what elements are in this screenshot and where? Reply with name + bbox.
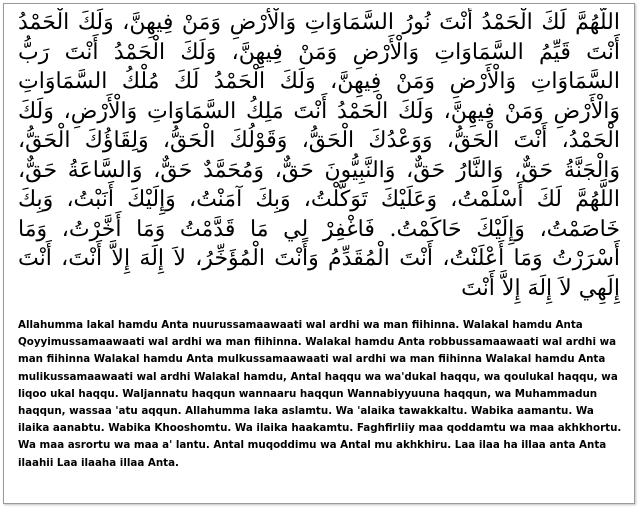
arabic-dua-text: اللَّهُمَّ لَكَ الْحَمْدُ أَنْتَ نُورُ السَّمَاوَاتِ وَالْأَرْضِ وَمَنْ فِيهِنَّ، وَلَكَ الْحَمْدُ أَنْتَ قَيِّمُ السَّمَاوَاتِ وَالْأَرْضِ وَمَنْ فِيهِنَّ، وَلَكَ الْحَمْدُ أَنْتَ رَبُّ السَّمَاوَاتِ وَالْأَرْضِ وَمَنْ فِيهِنَّ، وَلَكَ الْحَمْدُ لَكَ مُلْكُ السَّمَاوَاتِ وَالْأَرْضِ وَمَنْ فِيهِنَّ، وَلَكَ الْحَمْدُ أَنْتَ مَلِكُ السَّمَاوَاتِ وَالْأَرْضِ، وَلَكَ الْحَمْدُ، أَنْتَ الْحَقُّ، وَوَعْدُكَ الْحَقُّ، وَقَوْلُكَ الْحَقُّ، وَلِقَاؤُكَ الْحَقُّ، وَالْجَنَّةُ حَقٌّ، وَالنَّارُ حَقٌّ، وَالنَّبِيُّونَ حَقٌّ، وَمُحَمَّدٌ حَقٌّ، وَالسَّاعَةُ حَقٌّ، اللَّهُمَّ لَكَ أَسْلَمْتُ، وَعَلَيْكَ تَوَكَّلْتُ، وَبِكَ آمَنْتُ، وَإِلَيْكَ أَنَبْتُ، وَبِكَ خَاصَمْتُ، وَإِلَيْكَ حَاكَمْتُ. فَاغْفِرْ لِي مَا قَدَّمْتُ وَمَا أَخَّرْتُ، وَمَا أَسْرَرْتُ وَمَا أَعْلَنْتُ، أَنْتَ الْمُقَدِّمُ وَأَنْتَ الْمُؤَخِّرُ، لاَ إِلَهَ إِلاَّ أَنْتَ، أَنْتَ إِلَهِي لاَ إِلَهَ إِلاَّ أَنْتَ: [18, 10, 620, 301]
document-frame: [3, 3, 635, 504]
transliteration-text: Allahumma lakal hamdu Anta nuurussamaawaati wal ardhi wa man fiihinna. Walakal hamdu Anta Qoyyimussamaawaati wal ardhi wa man fiihinna. Walakal hamdu Anta robbussamaawaati wal ardhi wa man fiihinna Walakal hamdu Anta mulkussamaawaati wal ardhi wa man fiihinna Walakal hamdu Anta mulikussamaawaati wal ardhi Walakal hamdu, Antal haqqu wa wa'dukal haqqu, wa qoulukal haqqu, wa liqoo ukal haqqu. Waljannatu haqqun wannaaru haqqun Wannabiyyuuna haqqun, wa Muhammadun haqqun, wassaa 'atu aqqun. Allahumma laka aslamtu. Wa 'alaika tawakkaltu. Wabika aamantu. Wa ilaika aanabtu. Wabika Khooshomtu. Wa ilaika haakamtu. Faghfirliiy maa qoddamtu wa maa akhkhortu. Wa maa asrortu wa maa a' lantu. Antal muqoddimu wa Antal mu akhkhiru. Laa ilaa ha illaa anta Anta ilaahii Laa ilaaha illaa Anta.: [18, 319, 622, 469]
